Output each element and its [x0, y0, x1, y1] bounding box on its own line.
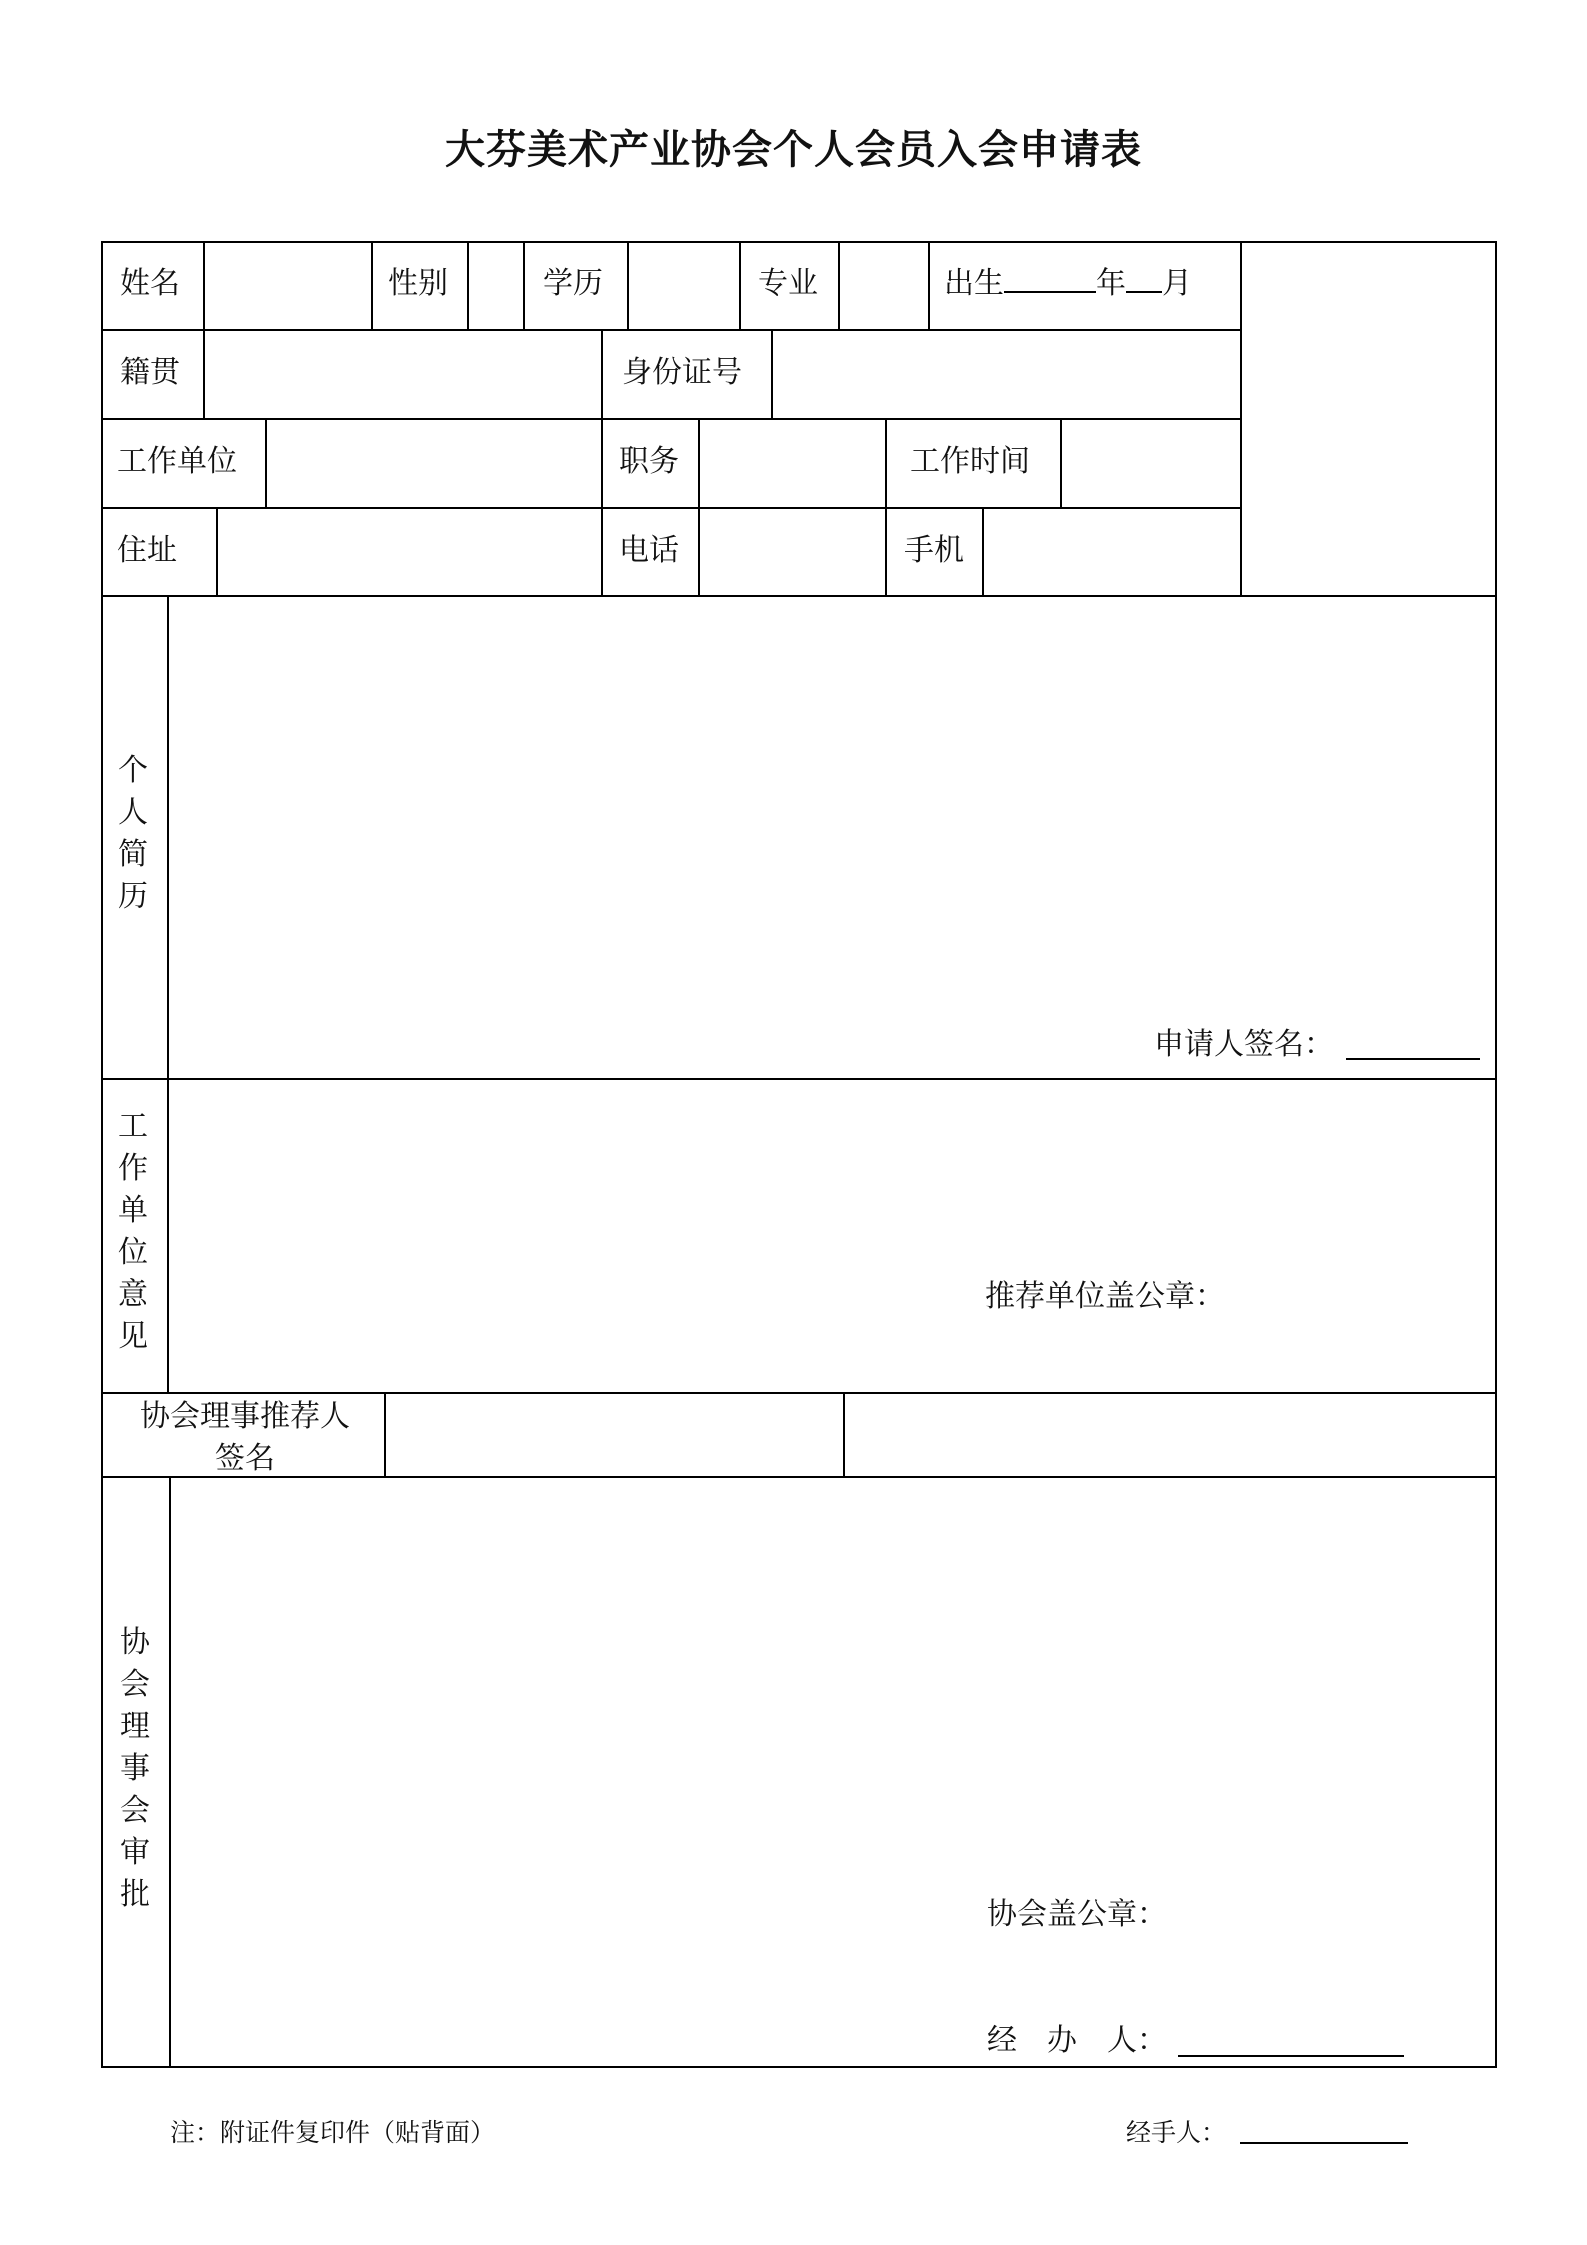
name-field[interactable] [205, 243, 371, 329]
native-place-field[interactable] [205, 331, 601, 418]
birth-label: 出生 [944, 266, 1004, 301]
photo-box[interactable] [1242, 243, 1495, 595]
employer-opinion-label: 工 作 单 位 意 见 [118, 1109, 148, 1354]
handler-blank[interactable] [1178, 2055, 1404, 2057]
gender-label: 性别 [388, 266, 448, 301]
table-line [601, 418, 603, 508]
phone-field[interactable] [700, 509, 885, 595]
phone-label: 电话 [619, 533, 679, 568]
employer-opinion-field[interactable] [169, 1080, 1495, 1392]
council-approval-label: 协 会 理 事 会 审 批 [120, 1625, 150, 1912]
table-line [885, 418, 887, 508]
work-time-field[interactable] [1062, 420, 1240, 507]
page-title: 大芬美术产业协会个人会员入会申请表 [445, 126, 1142, 173]
major-label: 专业 [758, 266, 818, 301]
address-field[interactable] [218, 509, 601, 595]
major-field[interactable] [840, 243, 928, 329]
resume-field[interactable] [169, 597, 1495, 1017]
recommending-unit-seal-label: 推荐单位盖公章： [985, 1279, 1225, 1314]
id-number-label: 身份证号 [622, 355, 742, 390]
year-label: 年 [1096, 266, 1126, 301]
table-line [601, 507, 603, 597]
recommender-signature-field-2[interactable] [845, 1394, 1495, 1476]
mobile-label: 手机 [904, 533, 964, 568]
name-label: 姓名 [120, 266, 180, 301]
table-line [601, 329, 603, 419]
position-label: 职务 [619, 444, 679, 479]
birth-date-field[interactable] [944, 266, 1192, 301]
council-approval-field[interactable] [171, 1478, 1495, 2066]
applicant-signature-label: 申请人签名： [1154, 1027, 1334, 1062]
address-label: 住址 [117, 533, 177, 568]
table-line [101, 241, 103, 2068]
recommender-signature-field-1[interactable] [386, 1394, 843, 1476]
native-place-label: 籍贯 [120, 355, 180, 390]
table-line [371, 241, 373, 330]
table-line [739, 241, 741, 330]
gender-field[interactable] [469, 243, 523, 329]
education-field[interactable] [629, 243, 739, 329]
applicant-signature-blank[interactable] [1346, 1058, 1480, 1060]
education-label: 学历 [543, 266, 603, 301]
footer-handler-label: 经手人： [1126, 2118, 1227, 2147]
handler-label: 经 办 人： [987, 2023, 1167, 2058]
footnote: 注：附证件复印件（贴背面） [170, 2118, 496, 2147]
table-line [885, 507, 887, 597]
resume-label: 个 人 简 历 [118, 753, 148, 914]
employer-field[interactable] [267, 420, 601, 507]
footer-handler-blank[interactable] [1240, 2142, 1408, 2144]
association-seal-label: 协会盖公章： [987, 1897, 1167, 1932]
id-number-field[interactable] [773, 331, 1240, 418]
employer-label: 工作单位 [117, 444, 237, 479]
birth-year-blank[interactable] [1004, 269, 1096, 293]
month-label: 月 [1162, 266, 1192, 301]
table-line [1495, 241, 1497, 2068]
table-line [928, 241, 930, 330]
birth-month-blank[interactable] [1126, 269, 1162, 293]
position-field[interactable] [700, 420, 885, 507]
table-line [101, 2066, 1497, 2068]
work-time-label: 工作时间 [910, 444, 1030, 479]
mobile-field[interactable] [984, 509, 1240, 595]
recommender-label: 协会理事推荐人 签名 [140, 1399, 350, 1476]
table-line [523, 241, 525, 330]
